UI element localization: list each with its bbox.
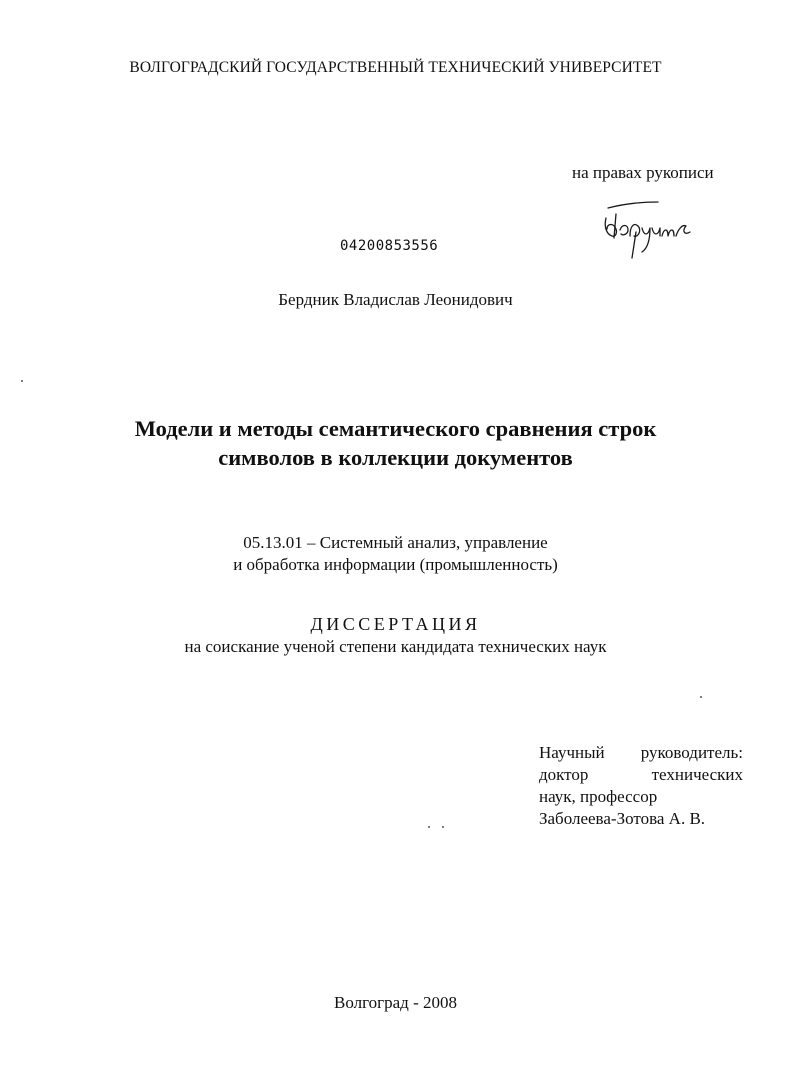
supervisor-name: Заболеева-Зотова А. В. [539, 809, 706, 828]
degree-sought: на соискание ученой степени кандидата технических наук [184, 637, 607, 656]
supervisor-role-word-2: руководитель: [640, 743, 743, 762]
supervisor-block [539, 742, 743, 830]
dissertation-title [0, 414, 791, 472]
scan-speck [442, 826, 444, 828]
supervisor-degree-line-1 [539, 764, 743, 786]
author-name: Бердник Владислав Леонидович [278, 290, 513, 309]
manuscript-note: на правах рукописи [572, 163, 714, 182]
title-line-2: символов в коллекции документов [218, 445, 573, 470]
supervisor-role-line [539, 742, 743, 764]
university-name: ВОЛГОГРАДСКИЙ ГОСУДАРСТВЕННЫЙ ТЕХНИЧЕСКИЙ УНИВЕРСИТЕТ [129, 59, 662, 76]
supervisor-degree-word-2: технических [651, 765, 743, 784]
scan-speck [700, 696, 702, 698]
specialty-line-1: 05.13.01 – Системный анализ, управление [243, 533, 548, 552]
archive-number: 04200853556 [340, 238, 439, 254]
supervisor-degree-word-1: доктор [539, 765, 589, 784]
city-year: Волгоград - 2008 [334, 993, 457, 1012]
scan-speck [21, 380, 23, 382]
title-line-1: Модели и методы семантического сравнения строк [134, 416, 657, 441]
specialty-line-2: и обработка информации (промышленность) [233, 555, 558, 574]
document-type: ДИССЕРТАЦИЯ [310, 614, 481, 634]
supervisor-role-word-1: Научный [539, 743, 605, 762]
supervisor-degree-line-2: наук, профессор [539, 787, 658, 806]
handwritten-signature [598, 196, 708, 262]
scan-speck [428, 826, 430, 828]
specialty [0, 532, 791, 576]
